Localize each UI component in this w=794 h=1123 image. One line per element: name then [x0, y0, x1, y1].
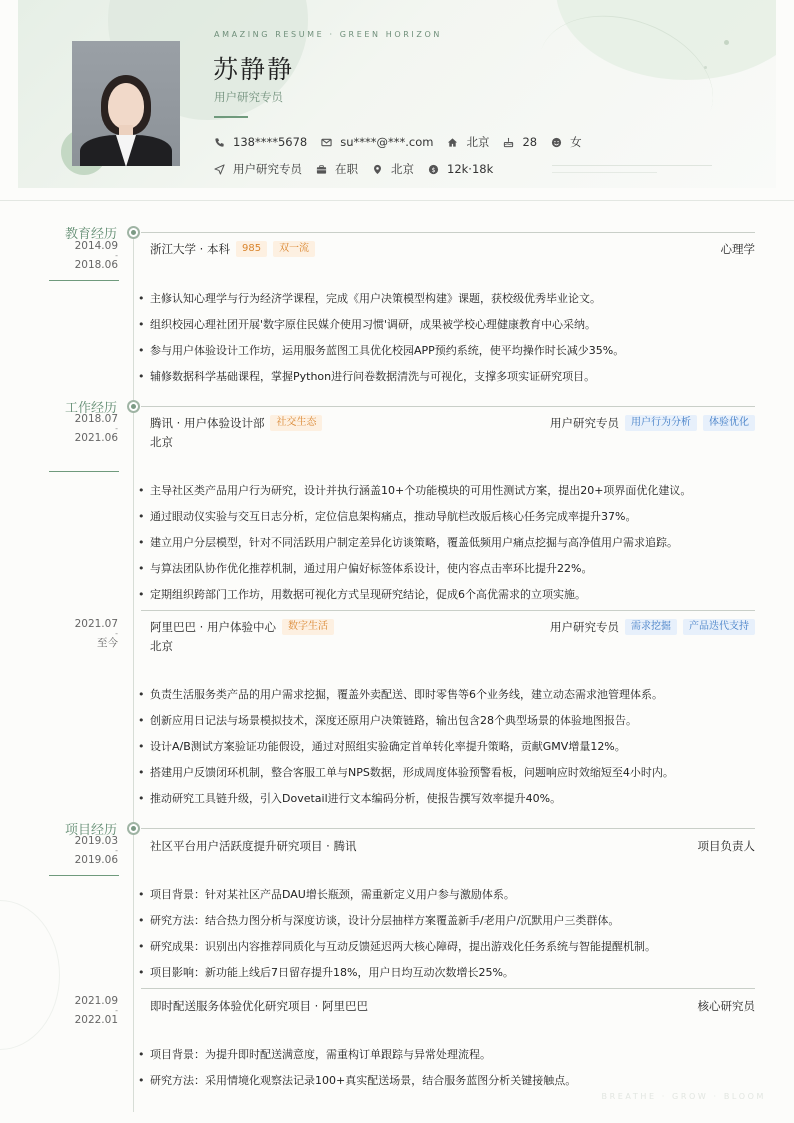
work-bullets	[138, 688, 758, 818]
skill-tag: 需求挖掘	[625, 619, 677, 635]
work-bullets	[138, 484, 758, 614]
list-item: • 定期组织跨部门工作坊，用数据可视化方式呈现研究结论，促成6个高优需求的立项实施。	[138, 588, 758, 614]
school-tag: 985	[236, 241, 267, 257]
candidate-name: 苏静静	[213, 55, 295, 84]
list-item: • 搭建用户反馈闭环机制，整合客服工单与NPS数据，形成周度体验预警看板，问题响应时效缩短至4小时内。	[138, 766, 758, 792]
date-separator: -	[115, 1006, 118, 1015]
list-item: • 组织校园心理社团开展'数字原住民媒介使用习惯'调研，成果被学校心理健康教育中心采纳。	[138, 318, 758, 344]
list-item: • 建立用户分层模型，针对不同活跃用户制定差异化访谈策略，覆盖低频用户痛点挖掘与高净值用户需求追踪。	[138, 536, 758, 562]
mail-icon	[321, 137, 332, 148]
salary-icon	[428, 164, 439, 175]
footer-watermark: BREATHE · GROW · BLOOM	[601, 1092, 766, 1101]
date-underline	[49, 875, 119, 876]
date-range	[60, 836, 118, 866]
list-item: • 创新应用日记法与场景模拟技术，深度还原用户决策链路，输出包含28个典型场景的体验地图报告。	[138, 714, 758, 740]
end-date: 至今	[97, 637, 118, 649]
page-decoration	[0, 900, 60, 1050]
project-bullets	[138, 888, 758, 992]
skill-tag: 产品迭代支持	[683, 619, 755, 635]
end-date: 2018.06	[74, 259, 118, 271]
target-city-info: 北京	[372, 161, 414, 177]
date-range	[60, 996, 118, 1026]
list-item: • 项目影响：新功能上线后7日留存提升18%，用户日均互动次数增长25%。	[138, 966, 758, 992]
list-item: • 通过眼动仪实验与交互日志分析，定位信息架构痛点，推动导航栏改版后核心任务完成率提升37%。	[138, 510, 758, 536]
target-position-info: 用户研究专员	[214, 161, 302, 177]
header-divider	[0, 200, 794, 201]
industry-tag: 社交生态	[270, 415, 322, 431]
list-item: • 研究方法：结合热力图分析与深度访谈，设计分层抽样方案覆盖新手/老用户/沉默用户三类群体。	[138, 914, 758, 940]
skill-tag: 体验优化	[703, 415, 755, 431]
project-name: 即时配送服务体验优化研究项目 · 阿里巴巴	[150, 999, 368, 1013]
section-title-work: 工作经历	[64, 401, 117, 416]
work-entry-header	[150, 619, 755, 635]
phone-icon	[214, 137, 225, 148]
send-icon	[214, 164, 225, 175]
date-range	[60, 414, 118, 444]
section-title-project: 项目经历	[64, 823, 117, 838]
start-date: 2021.09	[74, 995, 118, 1007]
timeline-axis	[133, 232, 134, 1112]
company-name: 阿里巴巴 · 用户体验中心	[150, 620, 276, 634]
date-range	[60, 619, 118, 649]
salary-info: $ 12k·18k	[428, 162, 493, 176]
date-separator: -	[115, 424, 118, 433]
job-intent-row	[214, 161, 507, 177]
date-underline	[49, 471, 119, 472]
section-title-education: 教育经历	[64, 227, 117, 242]
candidate-title: 用户研究专员	[214, 90, 283, 104]
home-icon	[447, 137, 458, 148]
end-date: 2021.06	[74, 432, 118, 444]
header-decoration	[552, 172, 657, 173]
list-item: • 推动研究工具链升级，引入Dovetail进行文本编码分析，使报告撰写效率提升40%。	[138, 792, 758, 818]
smile-icon	[551, 137, 562, 148]
date-separator: -	[115, 629, 118, 638]
date-separator: -	[115, 846, 118, 855]
header-tagline: AMAZING RESUME · GREEN HORIZON	[214, 30, 442, 39]
school-name: 浙江大学 · 本科	[150, 242, 230, 256]
industry-tag: 数字生活	[282, 619, 334, 635]
contact-info-row	[214, 134, 596, 150]
city-info: 北京	[447, 134, 489, 150]
entry-divider	[141, 988, 755, 989]
list-item: • 设计A/B测试方案验证功能假设，通过对照组实验确定首单转化率提升策略，贡献GMV增量12%。	[138, 740, 758, 766]
list-item: • 辅修数据科学基础课程，掌握Python进行问卷数据清洗与可视化，支撑多项实证研究项目。	[138, 370, 758, 396]
list-item: • 与算法团队协作优化推荐机制，通过用户偏好标签体系设计，使内容点击率环比提升22%。	[138, 562, 758, 588]
project-entry-header	[150, 838, 755, 854]
job-role: 用户研究专员	[550, 620, 619, 634]
header-decoration	[704, 66, 707, 69]
list-item: • 研究成果：识别出内容推荐同质化与互动反馈延迟两大核心障碍，提出游戏化任务系统与智能提醒机制。	[138, 940, 758, 966]
entry-divider	[141, 610, 755, 611]
svg-text:$: $	[431, 165, 436, 174]
entry-divider	[141, 828, 755, 829]
end-date: 2022.01	[74, 1014, 118, 1026]
date-underline	[49, 280, 119, 281]
major: 心理学	[720, 242, 755, 256]
timeline-node	[127, 226, 140, 239]
header-decoration	[724, 40, 729, 45]
job-role: 用户研究专员	[550, 416, 619, 430]
list-item: • 项目背景：为提升即时配送满意度，需重构订单跟踪与异常处理流程。	[138, 1048, 758, 1074]
gender-info: 女	[551, 134, 582, 150]
entry-divider	[141, 406, 755, 407]
education-entry-header	[150, 241, 755, 257]
timeline-node	[127, 822, 140, 835]
title-underline	[214, 116, 248, 118]
job-status-info: 在职	[316, 161, 358, 177]
school-tag: 双一流	[273, 241, 315, 257]
profile-photo-wrap	[72, 41, 180, 166]
work-city: 北京	[150, 639, 173, 653]
entry-divider	[141, 232, 755, 233]
company-name: 腾讯 · 用户体验设计部	[150, 416, 265, 430]
project-role: 核心研究员	[697, 999, 755, 1013]
list-item: • 负责生活服务类产品的用户需求挖掘，覆盖外卖配送、即时零售等6个业务线，建立动态需求池管理体系。	[138, 688, 758, 714]
project-entry-header	[150, 998, 755, 1014]
email-info: su****@***.com	[321, 135, 433, 149]
list-item: • 主修认知心理学与行为经济学课程，完成《用户决策模型构建》课题，获校级优秀毕业论文。	[138, 292, 758, 318]
date-separator: -	[115, 251, 118, 260]
briefcase-icon	[316, 164, 327, 175]
education-bullets	[138, 292, 758, 396]
work-city: 北京	[150, 435, 173, 449]
start-date: 2019.03	[74, 835, 118, 847]
date-range	[60, 241, 118, 271]
cake-icon	[503, 137, 514, 148]
phone-info: 138****5678	[214, 135, 307, 149]
project-role: 项目负责人	[697, 839, 755, 853]
list-item: • 参与用户体验设计工作坊，运用服务蓝图工具优化校园APP预约系统，使平均操作时长减少35%。	[138, 344, 758, 370]
list-item: • 项目背景：针对某社区产品DAU增长瓶颈，需重新定义用户参与激励体系。	[138, 888, 758, 914]
start-date: 2018.07	[74, 413, 118, 425]
location-icon	[372, 164, 383, 175]
timeline-node	[127, 400, 140, 413]
work-entry-header	[150, 415, 755, 431]
list-item: • 主导社区类产品用户行为研究，设计并执行涵盖10+个功能模块的可用性测试方案，提出20+项界面优化建议。	[138, 484, 758, 510]
skill-tag: 用户行为分析	[625, 415, 697, 431]
header-decoration	[552, 165, 712, 166]
age-info: 28	[503, 135, 537, 149]
start-date: 2021.07	[74, 618, 118, 630]
end-date: 2019.06	[74, 854, 118, 866]
list-item: • 研究方法：采用情境化观察法记录100+真实配送场景，结合服务蓝图分析关键接触点。	[138, 1074, 758, 1100]
start-date: 2014.09	[74, 240, 118, 252]
project-name: 社区平台用户活跃度提升研究项目 · 腾讯	[150, 839, 357, 853]
profile-photo	[72, 41, 180, 166]
